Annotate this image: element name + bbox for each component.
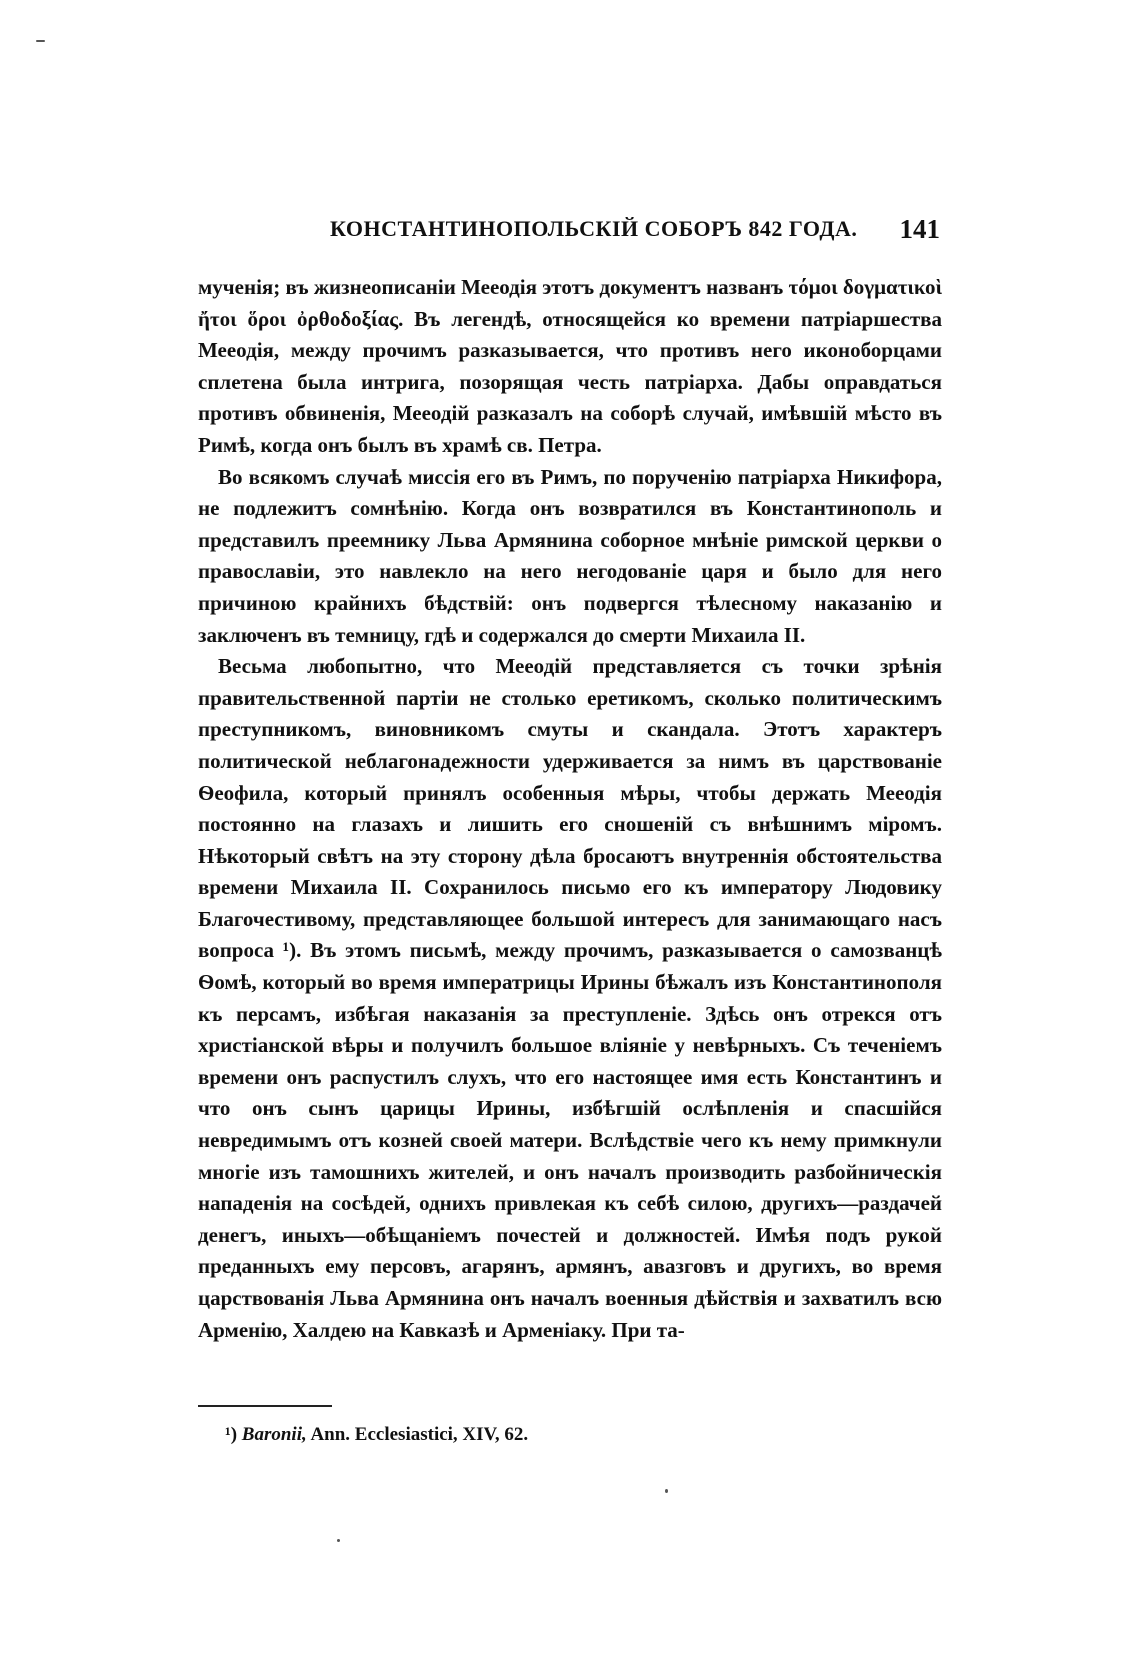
main-text bbox=[198, 272, 942, 1346]
footnote-divider bbox=[198, 1405, 332, 1407]
footnote-marker: ¹) bbox=[225, 1424, 238, 1445]
footnote bbox=[225, 1424, 528, 1446]
scan-speck bbox=[36, 40, 45, 42]
paragraph: мученія; въ жизнеописаніи Мееодія этотъ документъ названъ τόμοι δογματικοὶ ἤτοι ὅροι ὀρθοδοξίας. Въ легендѣ, относящейся ко времени патріаршества Мееодія, между прочимъ разказывается, что противъ него иконоборцами сплетена была интрига, позорящая честь патріарха. Дабы оправдаться противъ обвиненія, Мееодій разказалъ на соборѣ случай, имѣвшій мѣсто въ Римѣ, когда онъ былъ въ храмѣ св. Петра. bbox=[198, 275, 942, 457]
footnote-citation: Ann. Ecclesiastici, XIV, 62. bbox=[310, 1424, 529, 1445]
paragraph: Весьма любопытно, что Мееодій представляется съ точки зрѣнія правительственной партіи не столько еретикомъ, сколько политическимъ преступникомъ, виновникомъ смуты и скандала. Этотъ характеръ политической неблагонадежности удерживается за нимъ въ царствованіе Ѳеофила, который принялъ особенныя мѣры, чтобы держать Мееодія постоянно на глазахъ и лишить его сношеній съ внѣшнимъ міромъ. Нѣкоторый свѣтъ на эту сторону дѣла бросаютъ внутреннія обстоятельства времени Михаила II. Сохранилось письмо его къ императору Людовику Благочестивому, представляющее большой интересъ для занимающаго насъ вопроса ¹). Въ этомъ письмѣ, между прочимъ, разказывается о самозванцѣ Ѳомѣ, который во время императрицы Ирины бѣжалъ изъ Константинополя къ персамъ, избѣгая наказанія за преступленіе. Здѣсь онъ отрекся отъ христіанской вѣры и получилъ большое вліяніе у невѣрныхъ. Съ теченіемъ времени онъ распустилъ слухъ, что его настоящее имя есть Константинъ и что онъ сынъ царицы Ирины, избѣгшій ослѣпленія и спасшійся невредимымъ отъ козней своей матери. Вслѣдствіе чего къ нему примкнули многіе изъ тамошнихъ жителей, и онъ началъ производить разбойническія нападенія на сосѣдей, однихъ привлекая къ себѣ силою, другихъ—раздачей денегъ, иныхъ—обѣщаніемъ почестей и должностей. Имѣя подъ рукой преданныхъ ему персовъ, агарянъ, армянъ, авазговъ и другихъ, во время царствованія Льва Армянина онъ началъ военныя дѣйствія и захватилъ всю Арменію, Халдею на Кавказѣ и Арменіаку. При та- bbox=[198, 654, 942, 1342]
footnote-author: Baronii, bbox=[241, 1424, 307, 1445]
scan-speck bbox=[665, 1489, 668, 1493]
paragraph: Во всякомъ случаѣ миссія его въ Римъ, по порученію патріарха Никифора, не подлежитъ сомнѣнію. Когда онъ возвратился въ Константинополь и представилъ преемнику Льва Армянина соборное мнѣніе римской церкви о православіи, это навлекло на него негодованіе царя и было для него причиною крайнихъ бѣдствій: онъ подвергся тѣлесному наказанію и заключенъ въ темницу, гдѣ и содержался до смерти Михаила II. bbox=[198, 464, 942, 647]
page-number: 141 bbox=[899, 214, 940, 244]
scan-speck bbox=[337, 1539, 340, 1542]
running-title: КОНСТАНТИНОПОЛЬСКІЙ СОБОРЪ 842 ГОДА. bbox=[330, 216, 858, 241]
running-header bbox=[198, 214, 940, 250]
